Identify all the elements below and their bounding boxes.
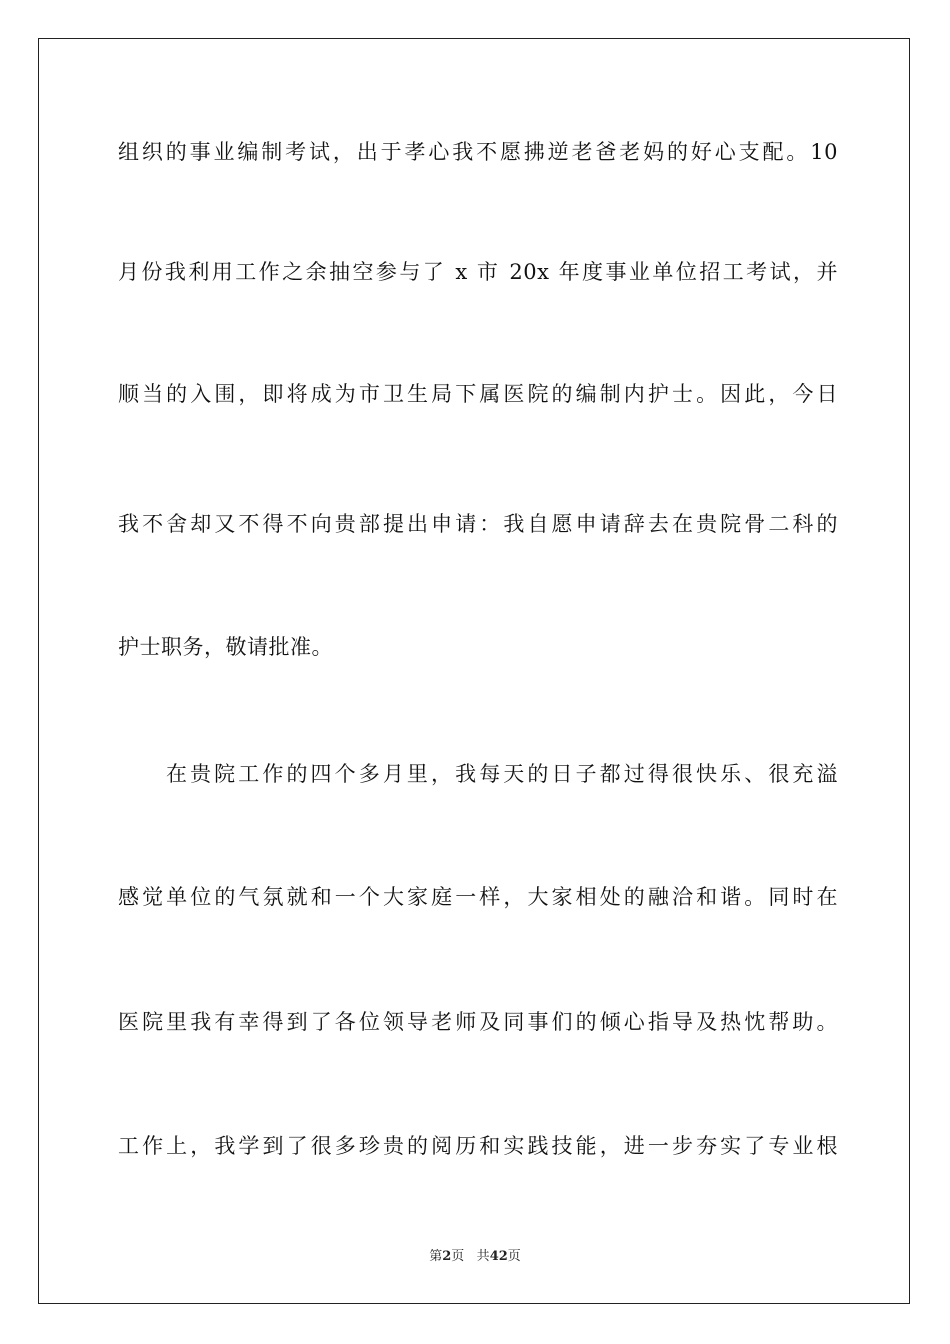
- text-line: 我不舍却又不得不向贵部提出申请：我自愿申请辞去在贵院骨二科的: [118, 512, 838, 536]
- text-line: 月份我利用工作之余抽空参与了 x 市 20x 年度事业单位招工考试，并: [118, 260, 838, 284]
- page-border: [38, 38, 910, 1304]
- text-line: 护士职务，敬请批准。: [118, 635, 333, 659]
- text-line: 组织的事业编制考试，出于孝心我不愿拂逆老爸老妈的好心支配。10: [118, 140, 838, 164]
- text-line: 顺当的入围，即将成为市卫生局下属医院的编制内护士。因此，今日: [118, 382, 838, 406]
- text-line: 医院里我有幸得到了各位领导老师及同事们的倾心指导及热忱帮助。: [118, 1010, 838, 1034]
- text-line: 在贵院工作的四个多月里，我每天的日子都过得很快乐、很充溢: [166, 762, 838, 786]
- footer-page-suffix: 页: [451, 1249, 465, 1264]
- footer-page-number: 2: [442, 1249, 452, 1264]
- footer-total-pages: 42: [489, 1249, 508, 1264]
- text-line: 感觉单位的气氛就和一个大家庭一样，大家相处的融洽和谐。同时在: [118, 885, 838, 909]
- footer-total-suffix: 页: [507, 1249, 521, 1264]
- footer-page-prefix: 第: [429, 1249, 443, 1264]
- page-footer: [0, 1248, 950, 1266]
- text-line: 工作上，我学到了很多珍贵的阅历和实践技能，进一步夯实了专业根: [118, 1134, 838, 1158]
- footer-total-prefix: 共: [476, 1249, 490, 1264]
